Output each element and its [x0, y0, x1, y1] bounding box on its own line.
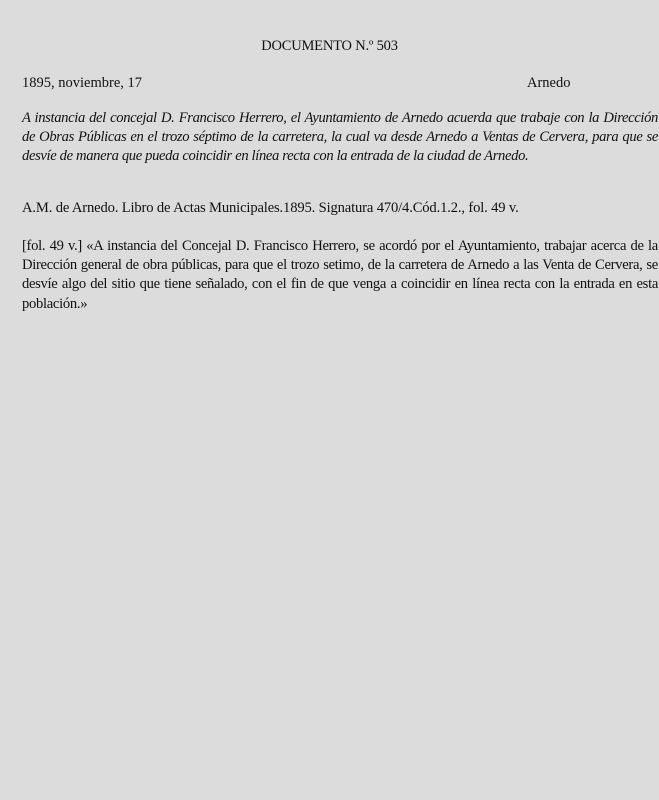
document-source: A.M. de Arnedo. Libro de Actas Municipales.1895. Signatura 470/4.Cód.1.2., fol. 49 v. [22, 200, 519, 216]
date-place-line [22, 75, 582, 92]
document-transcription: [fol. 49 v.] «A instancia del Concejal D. Francisco Herrero, se acordó por el Ayuntamiento, trabajar acerca de la Dirección general de obra públicas, para que el trozo setimo, de la carretera de Arnedo a las Venta de Cervera, se desvíe algo del sitio que tiene señalado, con el fin de que venga a coincidir en línea recta con la entrada en esta población.» [22, 238, 658, 312]
document-title: DOCUMENTO N.º 503 [261, 38, 398, 54]
document-place: Arnedo [527, 75, 571, 91]
document-date: 1895, noviembre, 17 [22, 75, 143, 91]
document-summary: A instancia del concejal D. Francisco Herrero, el Ayuntamiento de Arnedo acuerda que trabaje con la Dirección de Obras Públicas en el trozo séptimo de la carretera, la cual va desde Arnedo a Ventas de Cervera, para que se desvíe de manera que pueda coincidir en línea recta con la entrada de la ciudad de Arnedo. [22, 110, 658, 165]
